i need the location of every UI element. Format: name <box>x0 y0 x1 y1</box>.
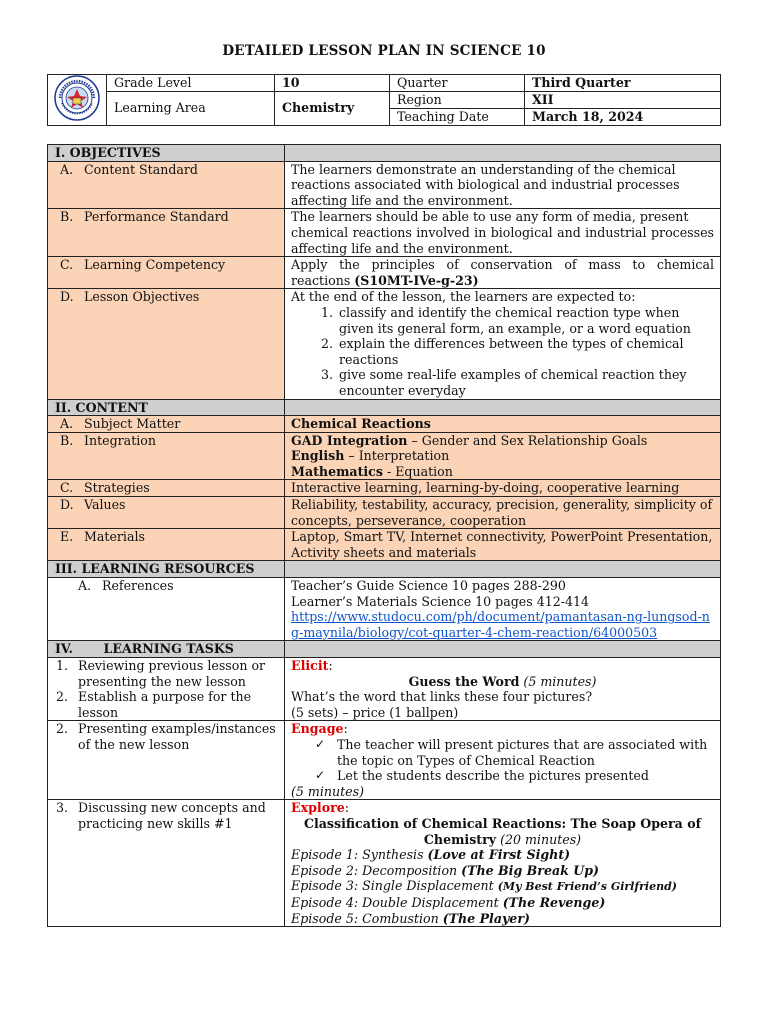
reference-link[interactable]: https://www.studocu.com/ph/document/pamantasan-ng-lungsod-ng-maynila/biology/cot-quarter-4-chem-reaction/64000503 <box>291 609 710 640</box>
content-standard-label: A. Content Standard <box>48 161 285 209</box>
resources-heading: III. LEARNING RESOURCES <box>48 561 285 578</box>
row-task-2 <box>48 721 721 800</box>
row-materials <box>48 529 721 561</box>
list-item: Episode 5: Combustion (The Player) <box>291 910 530 926</box>
teaching-date-value: March 18, 2024 <box>525 109 721 126</box>
content-heading: II. CONTENT <box>48 399 285 416</box>
elicit-activity: Elicit: Guess the Word (5 minutes) What’s the word that links these four pictures? (5 sets) – price (1 ballpen) <box>285 658 721 721</box>
task-1-label: 1. Reviewing previous lesson or presenting the new lesson 2. Establish a purpose for the lesson <box>48 658 285 721</box>
list-item: 1. classify and identify the chemical reaction type when given its general form, an example, or a word equation <box>337 305 714 336</box>
section-learning-tasks <box>48 641 721 658</box>
row-subject-matter <box>48 416 721 433</box>
section-content <box>48 399 721 416</box>
lesson-info-table <box>47 74 721 126</box>
row-lesson-objectives <box>48 289 721 399</box>
content-standard-text: The learners demonstrate an understanding of the chemical reactions associated with biological and industrial processes affecting life and the environment. <box>285 161 721 209</box>
row-values <box>48 497 721 529</box>
competency-code: (S10MT-IVe-g-23) <box>354 272 479 288</box>
teaching-date-label: Teaching Date <box>390 109 525 126</box>
row-strategies <box>48 480 721 497</box>
seal-logo-icon <box>54 75 100 121</box>
grade-level-value: 10 <box>275 75 390 92</box>
page-title: DETAILED LESSON PLAN IN SCIENCE 10 <box>222 43 546 59</box>
lesson-objectives-text: At the end of the lesson, the learners are expected to: 1. classify and identify the chemical reaction type when given its general form, an example, or a word equation 2. explain the differences between the types of chemical reactions 3. give some real-life examples of chemical reaction they encounter everyday <box>285 289 721 399</box>
list-item: ✓ The teacher will present pictures that are associated with the topic on Types of Chemical Reaction <box>315 737 714 768</box>
lesson-plan-table <box>47 144 721 927</box>
row-learning-competency <box>48 257 721 289</box>
integration-label: B. Integration <box>48 432 285 480</box>
performance-standard-text: The learners should be able to use any form of media, present chemical reactions involved in biological and industrial processes affecting life and the environment. <box>285 209 721 257</box>
engage-activity: Engage: ✓ The teacher will present pictures that are associated with the topic on Types of Chemical Reaction ✓ Let the students describe the pictures presented (5 minutes) <box>285 721 721 800</box>
references-label: A. References <box>48 578 285 641</box>
list-item: 2. explain the differences between the types of chemical reactions <box>337 336 714 367</box>
row-integration <box>48 432 721 480</box>
elicit-label: Elicit <box>291 658 329 673</box>
task-2-label: 2. Presenting examples/instances of the new lesson <box>48 721 285 800</box>
learning-area-value: Chemistry <box>275 91 390 125</box>
learning-competency-text: Apply the principles of conservation of mass to chemical reactions (S10MT-IVe-g-23) <box>285 257 721 289</box>
region-value: XII <box>525 91 721 108</box>
learning-area-label: Learning Area <box>107 91 275 125</box>
row-task-1 <box>48 658 721 721</box>
list-item: Episode 1: Synthesis (Love at First Sight) <box>291 847 571 863</box>
deped-seal <box>48 75 107 126</box>
performance-standard-label: B. Performance Standard <box>48 209 285 257</box>
list-item: 3. give some real-life examples of chemical reaction they encounter everyday <box>337 367 714 398</box>
materials-label: E. Materials <box>48 529 285 561</box>
task-3-label: 3. Discussing new concepts and practicing new skills #1 <box>48 800 285 927</box>
quarter-label: Quarter <box>390 75 525 92</box>
engage-label: Engage <box>291 721 344 737</box>
materials-value: Laptop, Smart TV, Internet connectivity, PowerPoint Presentation, Activity sheets and materials <box>285 529 721 561</box>
explore-label: Explore <box>291 800 345 816</box>
row-references <box>48 578 721 641</box>
objectives-heading: I. OBJECTIVES <box>48 145 285 162</box>
learning-competency-label: C. Learning Competency <box>48 257 285 289</box>
row-task-3 <box>48 800 721 927</box>
list-item: Episode 3: Single Displacement (My Best Friend’s Girlfriend) <box>291 878 677 894</box>
integration-value: GAD Integration – Gender and Sex Relationship Goals English – Interpretation Mathematics - Equation <box>285 432 721 480</box>
strategies-value: Interactive learning, learning-by-doing, cooperative learning <box>285 480 721 497</box>
subject-matter-label: A. Subject Matter <box>48 416 285 433</box>
section-objectives <box>48 145 721 162</box>
region-label: Region <box>390 91 525 108</box>
strategies-label: C. Strategies <box>48 480 285 497</box>
list-item: Episode 4: Double Displacement (The Revenge) <box>291 894 606 910</box>
explore-activity: Explore: Classification of Chemical Reactions: The Soap Opera of Chemistry (20 minutes) Episode 1: Synthesis (Love at First Sight) Episode 2: Decomposition (The Big Break Up) Episode 3: Single Displacement (My Best Friend’s Girlfriend) Episode 4: Double Displacement (The Revenge) Episode 5: Combustion (The Player) <box>285 800 721 927</box>
row-performance-standard <box>48 209 721 257</box>
section-learning-resources <box>48 561 721 578</box>
quarter-value: Third Quarter <box>525 75 721 92</box>
values-label: D. Values <box>48 497 285 529</box>
values-value: Reliability, testability, accuracy, precision, generality, simplicity of concepts, perseverance, cooperation <box>285 497 721 529</box>
references-value: Teacher’s Guide Science 10 pages 288-290 Learner’s Materials Science 10 pages 412-414 https://www.studocu.com/ph/document/pamantasan-ng-lungsod-ng-maynila/biology/cot-quarter-4-chem-reaction/64000503 <box>285 578 721 641</box>
list-item: ✓ Let the students describe the pictures presented <box>315 768 714 784</box>
row-content-standard <box>48 161 721 209</box>
tasks-heading: IV. LEARNING TASKS <box>48 641 285 658</box>
lesson-objectives-label: D. Lesson Objectives <box>48 289 285 399</box>
subject-matter-value: Chemical Reactions <box>285 416 721 433</box>
list-item: Episode 2: Decomposition (The Big Break Up) <box>291 862 599 878</box>
grade-level-label: Grade Level <box>107 75 275 92</box>
